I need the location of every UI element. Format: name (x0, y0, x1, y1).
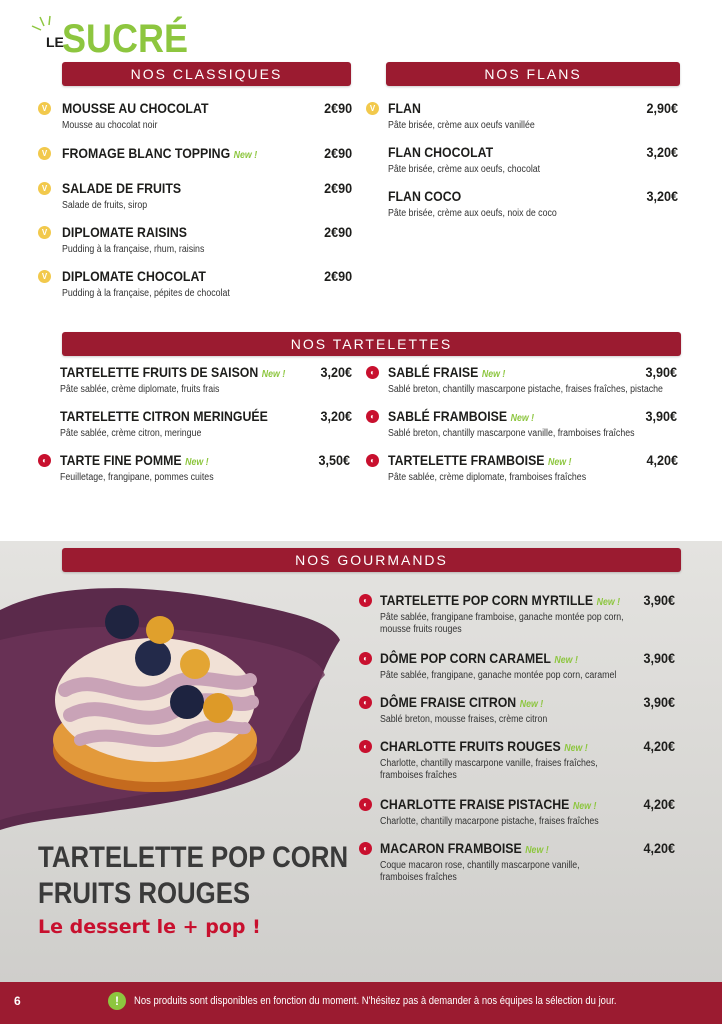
vegetarian-badge-icon: V (38, 102, 51, 115)
menu-item: DIPLOMATE RAISINS Pudding à la française, rhum, raisins 2€90 (62, 224, 352, 255)
menu-item: DÔME POP CORN CARAMEL New ! Pâte sablée, frangipane, ganache montée pop corn, caramel 3,90€ (380, 650, 675, 681)
contains-egg-badge-icon: ◐ (38, 454, 51, 467)
menu-item: TARTELETTE CITRON MERINGUÉE Pâte sablée, crème citron, meringue 3,20€ (60, 408, 352, 439)
menu-item: DIPLOMATE CHOCOLAT Pudding à la française, pépites de chocolat 2€90 (62, 268, 352, 299)
menu-item: TARTELETTE FRUITS DE SAISON New ! Pâte sablée, crème diplomate, fruits frais 3,20€ (60, 364, 352, 395)
contains-egg-badge-icon: ◐ (359, 740, 372, 753)
contains-egg-badge-icon: ◐ (366, 454, 379, 467)
menu-item: FLAN COCO Pâte brisée, crème aux oeufs, noix de coco 3,20€ (388, 188, 678, 219)
contains-egg-badge-icon: ◐ (359, 696, 372, 709)
vegetarian-badge-icon: V (38, 147, 51, 160)
menu-item: MACARON FRAMBOISE New ! Coque macaron rose, chantilly mascarpone vanille, framboises fraîches 4,20€ (380, 840, 675, 883)
menu-item: CHARLOTTE FRUITS ROUGES New ! Charlotte, chantilly mascarpone vanille, fraises fraîches, framboises fraîches 4,20€ (380, 738, 675, 781)
contains-egg-badge-icon: ◐ (366, 366, 379, 379)
menu-item: TARTELETTE FRAMBOISE New ! Pâte sablée, crème diplomate, framboises fraîches 4,20€ (388, 452, 678, 483)
vegetarian-badge-icon: V (38, 270, 51, 283)
section-logo (30, 14, 210, 64)
flans-header: NOS FLANS (386, 62, 680, 86)
menu-item: SALADE DE FRUITS Salade de fruits, sirop 2€90 (62, 180, 352, 211)
contains-egg-badge-icon: ◐ (366, 410, 379, 423)
tartelette-pop-corn-image (40, 590, 270, 800)
menu-item: SABLÉ FRAISE New ! Sablé breton, chantilly mascarpone pistache, fraises fraîches, pistache 3,90€ (388, 364, 677, 395)
logo-le: LE (46, 34, 64, 50)
info-icon: ! (108, 992, 126, 1010)
contains-egg-badge-icon: ◐ (359, 652, 372, 665)
contains-egg-badge-icon: ◐ (359, 798, 372, 811)
gourmands-header: NOS GOURMANDS (62, 548, 681, 572)
tartelettes-header: NOS TARTELETTES (62, 332, 681, 356)
page-number: 6 (14, 994, 21, 1008)
classiques-header: NOS CLASSIQUES (62, 62, 351, 86)
vegetarian-badge-icon: V (366, 102, 379, 115)
menu-item: CHARLOTTE FRAISE PISTACHE New ! Charlotte, chantilly macarpone pistache, fraises fraîches 4,20€ (380, 796, 675, 827)
menu-item: FLAN Pâte brisée, crème aux oeufs vanillée 2,90€ (388, 100, 678, 131)
menu-item: TARTELETTE POP CORN MYRTILLE New ! Pâte sablée, frangipane framboise, ganache montée pop corn, mousse fruits rouges 3,90€ (380, 592, 675, 635)
vegetarian-badge-icon: V (38, 226, 51, 239)
menu-item: FLAN CHOCOLAT Pâte brisée, crème aux oeufs, chocolat 3,20€ (388, 144, 678, 175)
hero-tagline: Le dessert le + pop ! (38, 916, 261, 938)
vegetarian-badge-icon: V (38, 182, 51, 195)
menu-item: SABLÉ FRAMBOISE New ! Sablé breton, chantilly mascarpone vanille, framboises fraîches 3,90€ (388, 408, 677, 439)
logo-sucre: SUCRÉ (62, 17, 189, 61)
menu-item: MOUSSE AU CHOCOLAT Mousse au chocolat noir 2€90 (62, 100, 352, 131)
hero-title: TARTELETTE POP CORN FRUITS ROUGES (38, 841, 349, 910)
menu-item: TARTE FINE POMME New ! Feuilletage, frangipane, pommes cuites 3,50€ (60, 452, 350, 483)
footer (0, 982, 722, 1024)
contains-egg-badge-icon: ◐ (359, 842, 372, 855)
menu-item: FROMAGE BLANC TOPPING New ! 2€90 (62, 145, 352, 161)
menu-item: DÔME FRAISE CITRON New ! Sablé breton, mousse fraises, crème citron 3,90€ (380, 694, 675, 725)
contains-egg-badge-icon: ◐ (359, 594, 372, 607)
footer-note: Nos produits sont disponibles en fonction du moment. N'hésitez pas à demander à nos équipes la sélection du jour. (134, 995, 617, 1007)
